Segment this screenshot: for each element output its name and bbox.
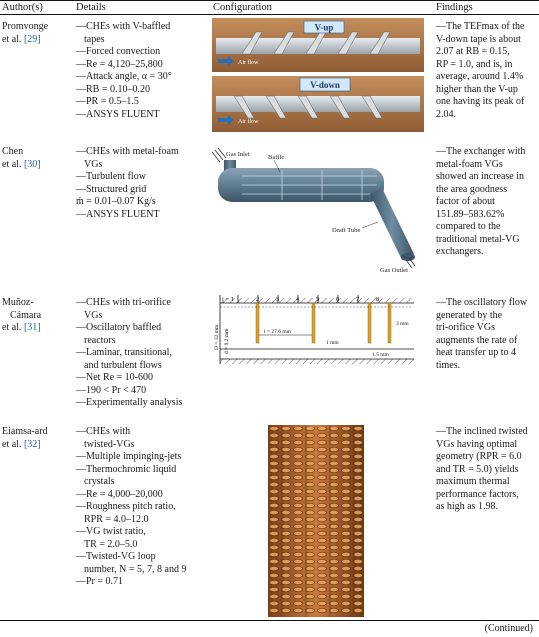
continued-note: (Continued) [484,623,533,634]
detail-line: —Re = 4,000–20,000 [76,488,163,500]
row4-author [2,426,48,451]
detail-line: —Structured grid [76,183,147,195]
finding-line: VGs having optimal [436,438,518,450]
detail-line: —ANSYS FLUENT [76,208,160,220]
row1-details [76,21,172,121]
orifice-diameter-label: d = 9.2 mm [224,328,230,354]
twisted-vg-photo [268,425,364,617]
draft-tube-end [401,253,415,261]
author-line: et al. [2,158,24,170]
detail-line: —Multiple impinging-jets [76,451,182,462]
detail-line: —CHEs with V-baffled [76,21,171,32]
reference-link[interactable]: [29] [23,33,41,45]
thickness-label: 1 mm [326,340,339,346]
detail-line: TR = 2.0–5.0 [84,538,138,550]
detail-line: —Pr = 0.71 [76,576,124,587]
finding-line: and TR = 5.0) yields [436,463,519,475]
detail-line: RPR = 4.0–12.0 [84,513,149,525]
author-line: Chen [2,146,24,157]
reference-link[interactable]: [32] [23,438,41,450]
detail-line: twisted-VGs [84,438,135,450]
index-label: 3 [276,296,280,303]
finding-line: V-down tape is about [436,33,521,45]
row4-details [76,426,186,589]
detail-line: —PR = 0.5–1.5 [76,96,139,107]
finding-line: RP = 1.0, and is, in [436,58,513,70]
finding-line: generated by the [436,309,503,321]
detail-line: —Re = 4,120–25,800 [76,58,163,70]
detail-line: —Roughness pitch ratio, [76,501,176,512]
vg-coil-texture [270,427,362,615]
detail-line: —CHEs with tri-orifice [76,297,171,308]
finding-line: factor of about [436,196,495,207]
bottom-rule [0,620,539,621]
finding-line: —The inclined twisted [436,426,528,437]
row3-details [76,297,182,410]
index-label: 5 [316,296,320,303]
row1-author [2,21,48,46]
v-baffle-figure [212,18,424,132]
detail-line: —CHEs with metal-foam [76,146,179,157]
detail-line: —RB = 0.10–0.20 [76,83,150,95]
airflow-label: Air flow [238,119,259,125]
header-rule [0,14,539,15]
detail-line: —Laminar, transitional, [76,347,172,358]
draft-tube-label: Draft Tube [332,227,361,234]
finding-line: 2.04. [436,108,456,120]
row4-findings [436,426,528,514]
detail-line: —Forced convection [76,46,161,57]
detail-line: number, N = 5, 7, 8 and 9 [84,563,187,575]
baffle-plate [256,303,259,343]
top-rule [0,0,539,1]
gap-label: 3 mm [396,321,409,327]
finding-line: average, around 1.4% [436,71,524,82]
vup-label: V-up [314,22,334,33]
finding-line: 2.07 at RB = 0.15, [436,46,510,57]
detail-line: —Experimentally analysis [76,397,183,408]
detail-line: —Oscillatory baffled [76,322,162,333]
finding-line: showed an increase in [436,171,525,182]
author-line: Promvonge [2,21,49,32]
baffle-label: Baffle [268,154,285,161]
gas-outlet-label: Gas Outlet [380,267,408,274]
row3-findings [436,297,527,372]
gas-inlet-label: Gas Inlet [226,151,250,158]
detail-line: reactors [84,334,116,346]
index-label: 8 [376,296,380,303]
finding-line: augments the rate of [436,334,518,346]
finding-line: —The exchanger with [436,146,526,157]
finding-line: the area goodness [436,183,508,195]
detail-line: —Turbulent flow [76,171,146,182]
header-author: Author(s) [2,2,43,13]
detail-line: —Twisted-VG loop [76,551,156,562]
tri-orifice-figure [212,292,424,372]
detail-line: —CHEs with [76,426,131,437]
finding-line: higher than the V-up [436,83,518,95]
length-label: l = 27.6 mm [264,329,291,335]
detail-line: and turbulent flows [84,359,162,371]
detail-line: crystals [84,476,115,487]
airflow-label: Air flow [238,60,259,66]
finding-line: metal-foam VGs [436,158,503,170]
finding-line: times. [436,359,461,371]
finding-line: heat transfer up to 4 [436,347,516,358]
baffle-plate [388,303,391,343]
detail-line: —Net Re = 10-600 [76,372,154,383]
draft-tube [370,188,414,260]
row3-author [2,297,41,335]
finding-line: exchangers. [436,246,484,257]
detail-line: —Thermochromic liquid [76,463,177,475]
finding-line: compared to the [436,221,501,232]
reference-link[interactable]: [31] [23,322,41,333]
spacing-label: 1.5 mm [372,352,389,358]
bottom-wall [220,359,414,364]
author-line: Muñoz- [2,297,34,308]
author-line: et al. [2,322,24,333]
author-line: et al. [2,438,24,450]
finding-line: one having its peak of [436,96,525,107]
index-label: 4 [296,296,300,303]
detail-line: —VG twist ratio, [76,526,146,537]
row2-author [2,146,41,171]
author-line: Eiamsa-ard [2,426,48,437]
reference-link[interactable]: [30] [23,158,41,170]
metal-foam-figure [212,148,424,276]
detail-line: —ANSYS FLUENT [76,108,160,120]
author-line: Cámara [10,309,42,321]
index-label: 2 [256,296,260,303]
row2-findings [436,146,525,259]
finding-line: performance factors, [436,488,519,500]
index-label: 7 [356,296,360,303]
finding-line: —The oscillatory flow [436,297,528,308]
header-details: Details [76,2,106,13]
detail-line: tapes [84,33,105,45]
detail-line: VGs [84,309,103,321]
detail-line: VGs [84,158,103,170]
header-config: Configuration [213,2,272,13]
finding-line: tri-orifice VGs [436,322,495,333]
vdown-label: V-down [310,80,340,90]
row2-details [76,146,179,221]
finding-line: —The TEFmax of the [436,21,525,32]
detail-line: —190 < Pr < 470 [76,384,147,396]
baffle-plate [368,303,371,343]
finding-line: traditional metal-VG [436,233,520,245]
finding-line: geometry (RPR = 6.0 [436,451,522,462]
finding-line: 151.89–583.62% [436,208,505,220]
diameter-label: D = 32 mm [214,324,220,350]
author-line: et al. [2,33,24,45]
row1-findings [436,21,524,121]
index-j-label: j = 1 [222,296,234,303]
header-findings: Findings [436,2,473,13]
index-label: 6 [336,296,340,303]
detail-line: —Attack angle, α = 30° [76,71,172,82]
finding-line: as high as 1.98. [436,501,498,512]
detail-line: ṁ = 0.01–0.07 Kg/s [76,196,156,207]
baffle-plate [312,303,315,343]
finding-line: maximum thermal [436,476,510,487]
